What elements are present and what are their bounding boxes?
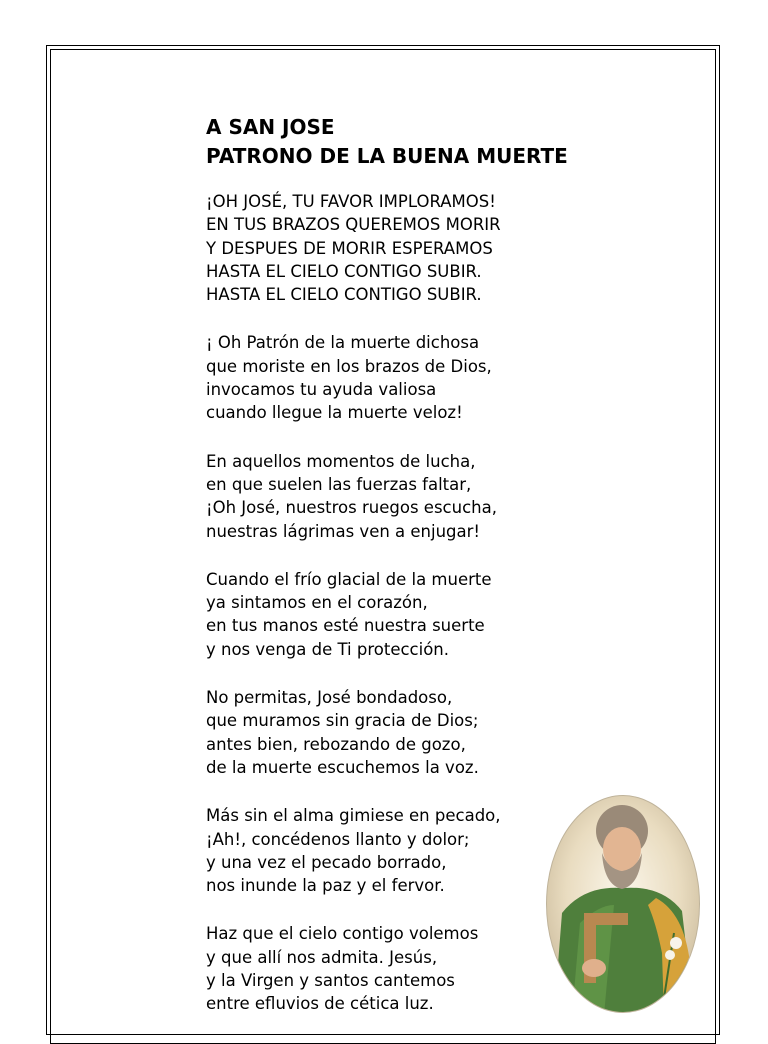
poem-line: Haz que el cielo contigo volemos (206, 924, 479, 944)
poem-line: de la muerte escuchemos la voz. (206, 757, 479, 777)
poem-line: y una vez el pecado borrado, (206, 852, 447, 872)
poem-line: Y DESPUES DE MORIR ESPERAMOS (206, 238, 493, 258)
stanza-1 (206, 190, 566, 306)
stanza-4 (206, 568, 566, 661)
poem-line: En aquellos momentos de lucha, (206, 451, 476, 471)
poem-line: HASTA EL CIELO CONTIGO SUBIR. (206, 261, 482, 281)
poem-line: nos inunde la paz y el fervor. (206, 876, 445, 896)
stanza-6 (206, 804, 566, 897)
poem-line: Más sin el alma gimiese en pecado, (206, 806, 501, 826)
poem-line: y que allí nos admita. Jesús, (206, 947, 438, 967)
poem-line: en tus manos esté nuestra suerte (206, 616, 485, 636)
poem-line: EN TUS BRAZOS QUEREMOS MORIR (206, 215, 501, 235)
poem-line: Cuando el frío glacial de la muerte (206, 569, 492, 589)
stanza-3 (206, 450, 566, 543)
poem-line: nuestras lágrimas ven a enjugar! (206, 521, 481, 541)
poem-line: ¡OH JOSÉ, TU FAVOR IMPLORAMOS! (206, 192, 496, 211)
stanza-2 (206, 331, 566, 424)
stanza-5 (206, 686, 566, 779)
poem-line: No permitas, José bondadoso, (206, 688, 453, 708)
poem-line: ¡Ah!, concédenos llanto y dolor; (206, 829, 470, 849)
poem-title (206, 113, 568, 171)
poem-line: invocamos tu ayuda valiosa (206, 380, 437, 400)
stanza-7 (206, 922, 566, 1015)
poem-line: HASTA EL CIELO CONTIGO SUBIR. (206, 285, 482, 305)
poem-line: y nos venga de Ti protección. (206, 639, 450, 659)
poem-body (206, 190, 566, 1041)
poem-line: que muramos sin gracia de Dios; (206, 711, 479, 731)
poem-line: ya sintamos en el corazón, (206, 593, 428, 613)
poem-line: cuando llegue la muerte veloz! (206, 403, 463, 423)
poem-line: antes bien, rebozando de gozo, (206, 734, 466, 754)
poem-line: y la Virgen y santos cantemos (206, 971, 455, 991)
poem-line: en que suelen las fuerzas faltar, (206, 474, 472, 494)
saint-joseph-portrait-image (544, 793, 702, 1015)
poem-line: entre efluvios de cética luz. (206, 994, 434, 1014)
title-line-2: PATRONO DE LA BUENA MUERTE (206, 144, 568, 168)
poem-line: ¡ Oh Patrón de la muerte dichosa (206, 333, 480, 353)
poem-line: que moriste en los brazos de Dios, (206, 356, 492, 376)
title-line-1: A SAN JOSE (206, 115, 335, 139)
poem-line: ¡Oh José, nuestros ruegos escucha, (206, 498, 497, 518)
